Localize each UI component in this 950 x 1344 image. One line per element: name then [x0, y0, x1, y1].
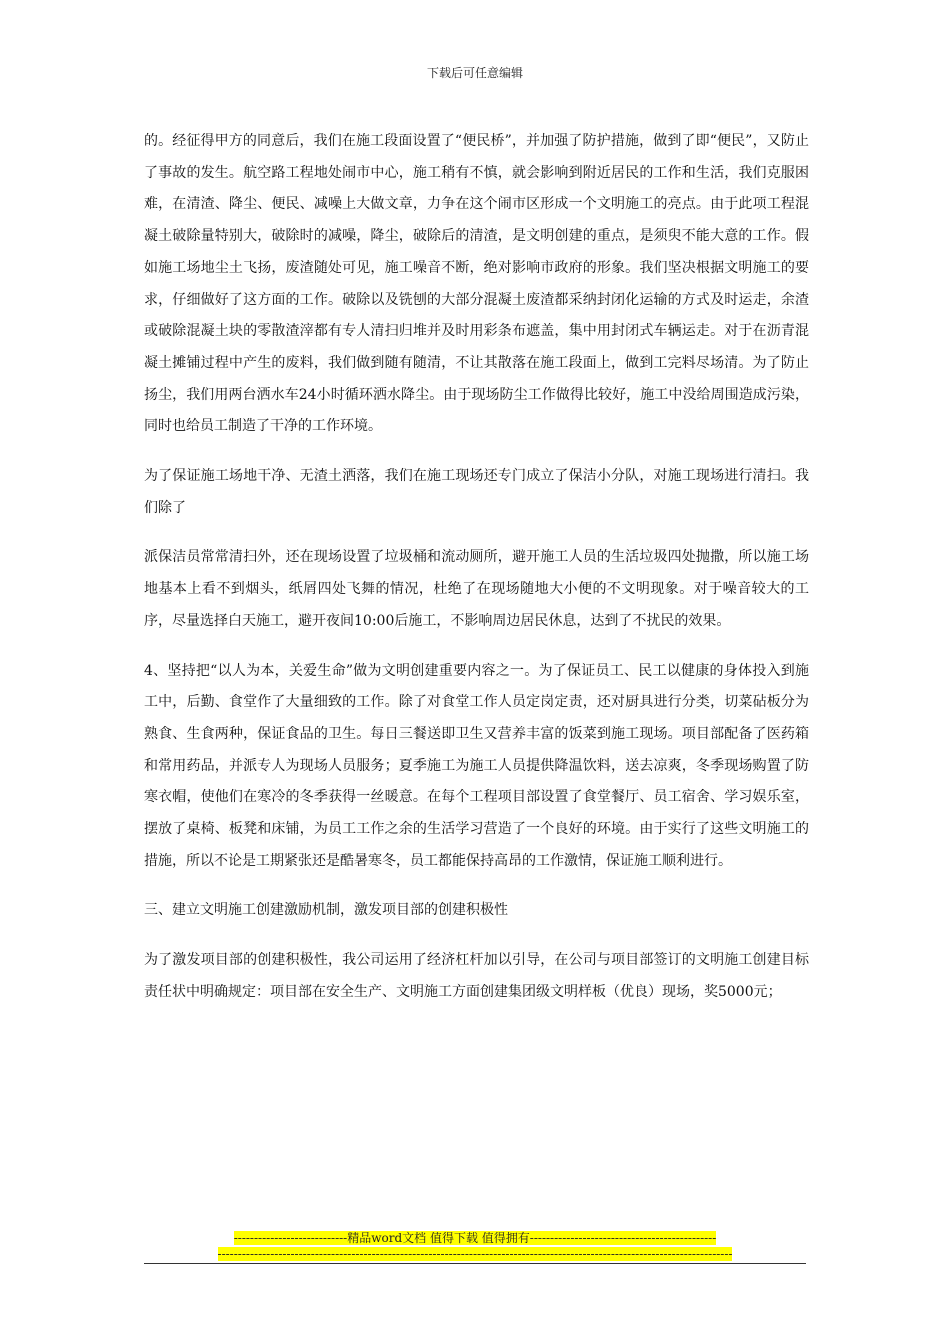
paragraph-cleaning-team: 为了保证施工场地干净、无渣土洒落，我们在施工现场还专门成立了保洁小分队，对施工现场进行清扫。我们除了: [144, 468, 809, 516]
footer-banner-text2: -------------------------------------------------------------------------------------------------------------------------------: [217, 1247, 733, 1261]
footer-banner-text1: ----------------------------精品word文档 值得下载 值得拥有----------------------------------------------: [233, 1231, 717, 1245]
paragraph-dust-control: 的。经征得甲方的同意后，我们在施工段面设置了“便民桥”，并加强了防护措施，做到了即“便民”，又防止了事故的发生。航空路工程地处闹市中心，施工稍有不慎，就会影响到附近居民的工作和生活，我们克服困难，在清渣、降尘、便民、减噪上大做文章，力争在这个闹市区形成一个文明施工的亮点。由于此项工程混凝土破除量特别大，破除时的减噪，降尘，破除后的清渣，是文明创建的重点，是须臾不能大意的工作。假如施工场地尘土飞扬，废渣随处可见，施工噪音不断，绝对影响市政府的形象。我们坚决根据文明施工的要求，仔细做好了这方面的工作。破除以及铣刨的大部分混凝土废渣都采纳封闭化运输的方式及时运走，余渣或破除混凝土块的零散渣滓都有专人清扫归堆并及时用彩条布遮盖，集中用封闭式车辆运走。对于在沥青混凝土摊铺过程中产生的废料，我们做到随有随清，不让其散落在施工段面上，做到工完料尽场清。为了防止扬尘，我们用两台洒水车24小时循环洒水降尘。由于现场防尘工作做得比较好，施工中没给周围造成污染，同时也给员工制造了干净的工作环境。: [144, 133, 809, 435]
section-heading: 三、建立文明施工创建激励机制，激发项目部的创建积极性: [144, 902, 508, 919]
document-body: [144, 126, 809, 1027]
footer-banner-line2: [0, 1246, 950, 1262]
paragraph-waste-noise: 派保洁员常常清扫外，还在现场设置了垃圾桶和流动厕所，避开施工人员的生活垃圾四处抛撒，所以施工场地基本上看不到烟头，纸屑四处飞舞的情况，杜绝了在现场随地大小便的不文明现象。对于噪音较大的工序，尽量选择白天施工，避开夜间10:00后施工，不影响周边居民休息，达到了不扰民的效果。: [144, 549, 809, 629]
footer-rule: [144, 1263, 806, 1264]
page-header: 下载后可任意编辑: [426, 66, 523, 80]
footer-banner-line1: [0, 1230, 950, 1246]
paragraph-incentive: 为了激发项目部的创建积极性，我公司运用了经济杠杆加以引导，在公司与项目部签订的文明施工创建目标责任状中明确规定：项目部在安全生产、文明施工方面创建集团级文明样板（优良）现场，奖5000元；: [144, 952, 809, 1000]
paragraph-people-oriented: 4、坚持把“以人为本，关爱生命”做为文明创建重要内容之一。为了保证员工、民工以健康的身体投入到施工中，后勤、食堂作了大量细致的工作。除了对食堂工作人员定岗定责，还对厨具进行分类，切菜砧板分为熟食、生食两种，保证食品的卫生。每日三餐送即卫生又营养丰富的饭菜到施工现场。项目部配备了医药箱和常用药品，并派专人为现场人员服务；夏季施工为施工人员提供降温饮料，送去凉爽，冬季现场购置了防寒衣帽，使他们在寒冷的冬季获得一丝暖意。在每个工程项目部设置了食堂餐厅、员工宿舍、学习娱乐室，摆放了桌椅、板凳和床铺，为员工工作之余的生活学习营造了一个良好的环境。由于实行了这些文明施工的措施，所以不论是工期紧张还是酷暑寒冬，员工都能保持高昂的工作激情，保证施工顺利进行。: [144, 662, 809, 869]
